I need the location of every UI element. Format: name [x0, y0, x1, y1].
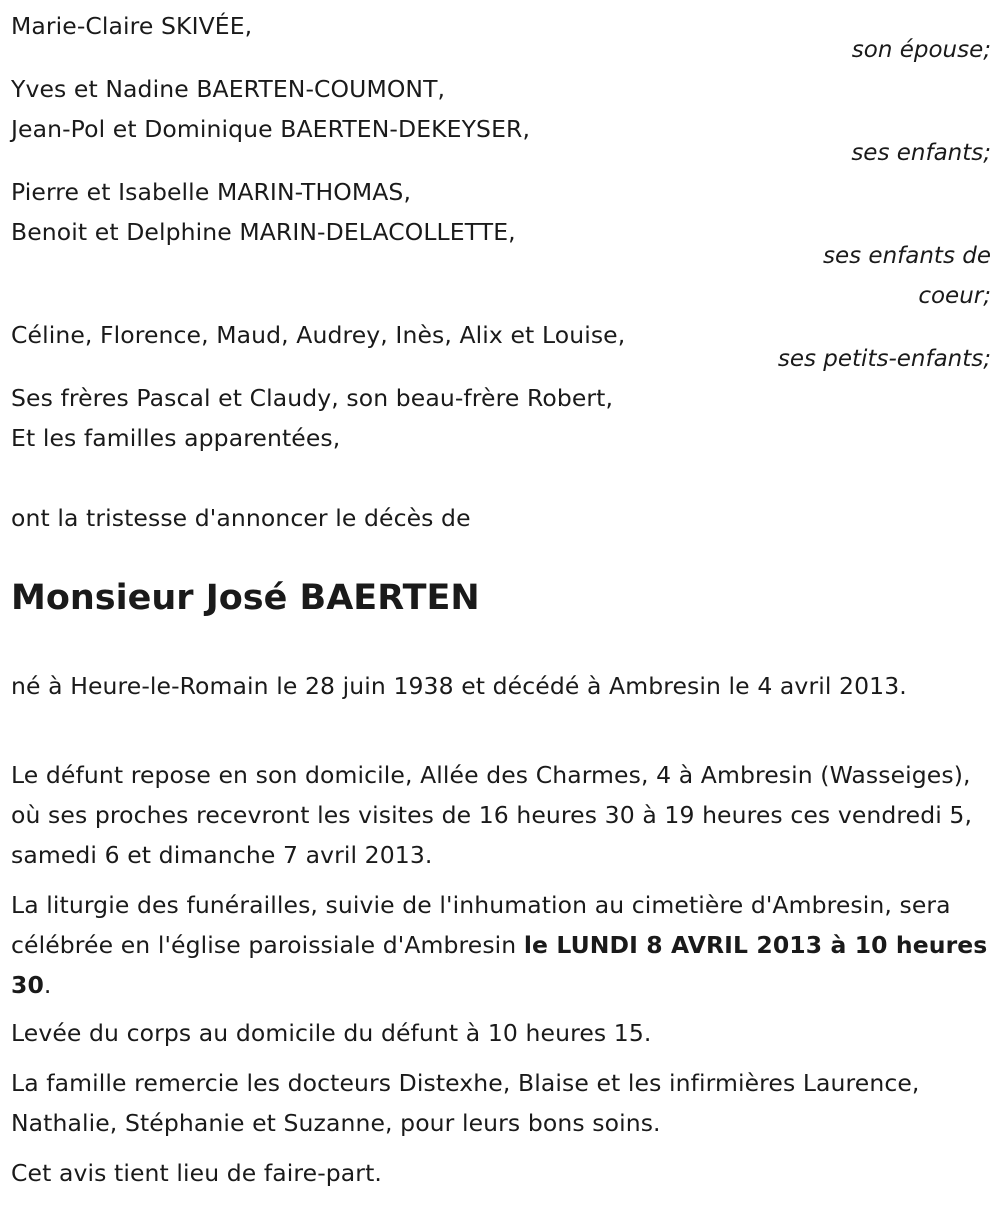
birth-death-info: né à Heure-le-Romain le 28 juin 1938 et décédé à Ambresin le 4 avril 2013.: [11, 672, 907, 700]
funeral-end: .: [43, 971, 52, 999]
family-siblings: Ses frères Pascal et Claudy, son beau-frère Robert,: [11, 384, 614, 412]
funeral-text: La liturgie des funérailles, suivie de l'inhumation au cimetière d'Ambresin, sera célébrée en l'église paroissiale d'Ambresin: [11, 891, 951, 959]
announcement-text: ont la tristesse d'annoncer le décès de: [11, 504, 471, 532]
funeral-date-time: le LUNDI 8 AVRIL 2013 à 10 heures 30: [11, 931, 988, 999]
relation-stepchildren-line1: ses enfants de: [823, 243, 991, 269]
family-child-1: Yves et Nadine BAERTEN-COUMONT,: [11, 75, 446, 103]
family-relatives: Et les familles apparentées,: [11, 424, 341, 452]
visitation-info: Le défunt repose en son domicile, Allée des Charmes, 4 à Ambresin (Wasseiges), où ses proches recevront les visites de 16 heures 30 à 19 heures ces vendredi 5, samedi 6 et dimanche 7 avril 2013.: [11, 761, 973, 869]
levee-info: Levée du corps au domicile du défunt à 10 heures 15.: [11, 1019, 652, 1047]
relation-stepchildren-line2: coeur;: [918, 283, 991, 309]
family-child-2: Jean-Pol et Dominique BAERTEN-DEKEYSER,: [11, 115, 531, 143]
family-stepchild-1: Pierre et Isabelle MARIN-THOMAS,: [11, 178, 412, 206]
closing-text: Cet avis tient lieu de faire-part.: [11, 1159, 382, 1187]
family-spouse-name: Marie-Claire SKIVÉE,: [11, 12, 253, 40]
thanks-text: La famille remercie les docteurs Distexhe, Blaise et les infirmières Laurence, Nathalie, Stéphanie et Suzanne, pour leurs bons soins.: [11, 1069, 920, 1137]
funeral-info: [11, 885, 996, 1005]
relation-spouse: son épouse;: [851, 37, 991, 63]
deceased-name: Monsieur José BAERTEN: [11, 578, 480, 618]
relation-children: ses enfants;: [851, 140, 991, 166]
family-grandchildren: Céline, Florence, Maud, Audrey, Inès, Alix et Louise,: [11, 321, 626, 349]
family-stepchild-2: Benoit et Delphine MARIN-DELACOLLETTE,: [11, 218, 516, 246]
relation-grandchildren: ses petits-enfants;: [777, 346, 991, 372]
